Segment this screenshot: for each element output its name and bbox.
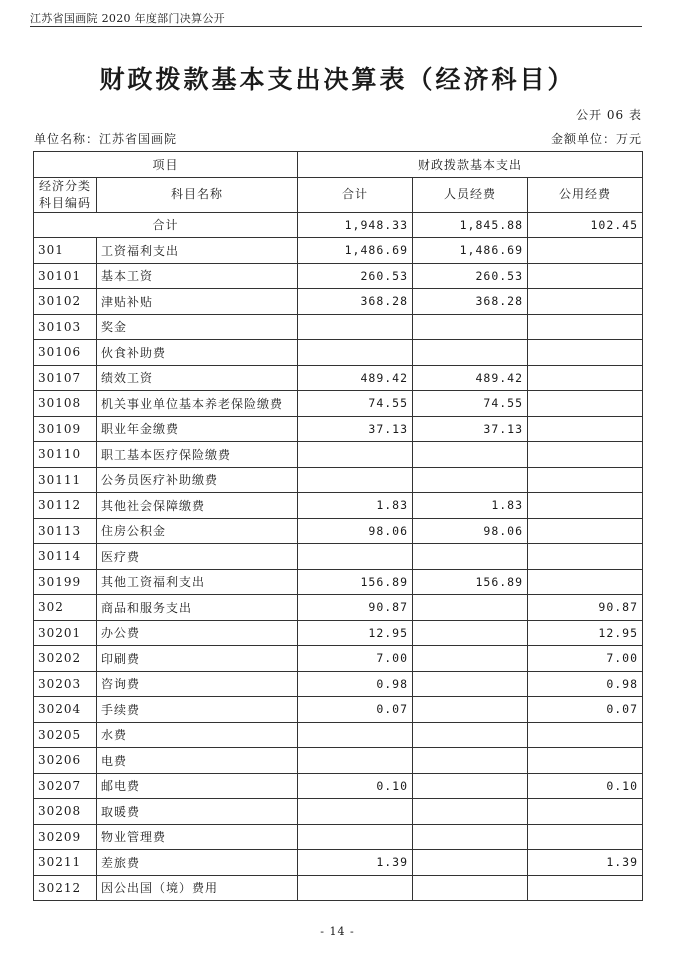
amount-total: 1,486.69 bbox=[298, 238, 413, 264]
amount-total: 90.87 bbox=[298, 595, 413, 621]
subject-code: 30203 bbox=[34, 671, 97, 697]
amount-public: 90.87 bbox=[528, 595, 643, 621]
amount-total: 1.83 bbox=[298, 493, 413, 519]
subject-code: 30199 bbox=[34, 569, 97, 595]
subject-name: 津贴补贴 bbox=[97, 289, 298, 315]
subject-name: 其他工资福利支出 bbox=[97, 569, 298, 595]
amount-public: 1.39 bbox=[528, 850, 643, 876]
amount-personnel bbox=[413, 671, 528, 697]
table-row bbox=[34, 697, 643, 723]
amount-total: 0.10 bbox=[298, 773, 413, 799]
subject-name: 因公出国（境）费用 bbox=[97, 875, 298, 901]
subject-name: 伙食补助费 bbox=[97, 340, 298, 366]
total-row bbox=[34, 212, 643, 238]
subject-code: 30212 bbox=[34, 875, 97, 901]
subject-code: 30111 bbox=[34, 467, 97, 493]
table-row bbox=[34, 493, 643, 519]
amount-public bbox=[528, 365, 643, 391]
amount-public bbox=[528, 799, 643, 825]
amount-total bbox=[298, 875, 413, 901]
subject-name: 水费 bbox=[97, 722, 298, 748]
amount-personnel: 1.83 bbox=[413, 493, 528, 519]
amount-personnel bbox=[413, 314, 528, 340]
subject-name: 住房公积金 bbox=[97, 518, 298, 544]
table-row bbox=[34, 442, 643, 468]
amount-personnel: 368.28 bbox=[413, 289, 528, 315]
amount-personnel bbox=[413, 824, 528, 850]
amount-public bbox=[528, 722, 643, 748]
header-economic-code bbox=[34, 177, 97, 212]
amount-personnel bbox=[413, 467, 528, 493]
amount-total: 156.89 bbox=[298, 569, 413, 595]
amount-personnel: 98.06 bbox=[413, 518, 528, 544]
amount-personnel bbox=[413, 773, 528, 799]
amount-total: 368.28 bbox=[298, 289, 413, 315]
amount-public bbox=[528, 442, 643, 468]
amount-total: 260.53 bbox=[298, 263, 413, 289]
header-row-1 bbox=[34, 152, 643, 178]
amount-personnel bbox=[413, 722, 528, 748]
table-row bbox=[34, 365, 643, 391]
total-public: 102.45 bbox=[528, 212, 643, 238]
amount-total bbox=[298, 340, 413, 366]
amount-personnel bbox=[413, 595, 528, 621]
amount-total bbox=[298, 722, 413, 748]
amount-personnel: 489.42 bbox=[413, 365, 528, 391]
subject-code: 302 bbox=[34, 595, 97, 621]
header-code-line1: 经济分类 bbox=[38, 178, 91, 193]
subject-code: 30102 bbox=[34, 289, 97, 315]
subject-name: 基本工资 bbox=[97, 263, 298, 289]
table-row bbox=[34, 646, 643, 672]
table-row bbox=[34, 544, 643, 570]
amount-total: 0.98 bbox=[298, 671, 413, 697]
subject-code: 30112 bbox=[34, 493, 97, 519]
subject-name: 绩效工资 bbox=[97, 365, 298, 391]
subject-name: 取暖费 bbox=[97, 799, 298, 825]
amount-public: 0.98 bbox=[528, 671, 643, 697]
subject-name: 办公费 bbox=[97, 620, 298, 646]
header-total: 合计 bbox=[298, 177, 413, 212]
amount-total bbox=[298, 544, 413, 570]
table-row bbox=[34, 289, 643, 315]
amount-total: 489.42 bbox=[298, 365, 413, 391]
amount-personnel: 260.53 bbox=[413, 263, 528, 289]
header-item: 项目 bbox=[34, 152, 298, 178]
subject-code: 301 bbox=[34, 238, 97, 264]
amount-public bbox=[528, 518, 643, 544]
header-subject-name: 科目名称 bbox=[97, 177, 298, 212]
document-title: 财政拨款基本支出决算表（经济科目） bbox=[99, 65, 576, 94]
total-label: 合计 bbox=[34, 212, 298, 238]
amount-total: 0.07 bbox=[298, 697, 413, 723]
subject-code: 30208 bbox=[34, 799, 97, 825]
subject-code: 30109 bbox=[34, 416, 97, 442]
amount-public bbox=[528, 467, 643, 493]
total-personnel: 1,845.88 bbox=[413, 212, 528, 238]
subject-name: 手续费 bbox=[97, 697, 298, 723]
table-row bbox=[34, 314, 643, 340]
amount-public bbox=[528, 569, 643, 595]
table-row bbox=[34, 671, 643, 697]
amount-personnel: 156.89 bbox=[413, 569, 528, 595]
amount-public bbox=[528, 263, 643, 289]
subject-code: 30211 bbox=[34, 850, 97, 876]
amount-personnel bbox=[413, 442, 528, 468]
running-header: 江苏省国画院 2020 年度部门决算公开 bbox=[30, 12, 225, 25]
table-row bbox=[34, 748, 643, 774]
subject-code: 30206 bbox=[34, 748, 97, 774]
subject-name: 差旅费 bbox=[97, 850, 298, 876]
amount-personnel bbox=[413, 799, 528, 825]
table-row bbox=[34, 518, 643, 544]
amount-total bbox=[298, 314, 413, 340]
amount-personnel bbox=[413, 697, 528, 723]
subject-code: 30209 bbox=[34, 824, 97, 850]
subject-code: 30101 bbox=[34, 263, 97, 289]
table-row bbox=[34, 263, 643, 289]
header-basic-expenditure: 财政拨款基本支出 bbox=[298, 152, 643, 178]
amount-total: 1.39 bbox=[298, 850, 413, 876]
subject-code: 30113 bbox=[34, 518, 97, 544]
amount-total: 7.00 bbox=[298, 646, 413, 672]
table-row bbox=[34, 799, 643, 825]
amount-public bbox=[528, 314, 643, 340]
amount-total: 74.55 bbox=[298, 391, 413, 417]
amount-unit: 金额单位：万元 bbox=[550, 132, 642, 146]
subject-name: 其他社会保障缴费 bbox=[97, 493, 298, 519]
expenditure-table bbox=[33, 151, 643, 901]
table-row bbox=[34, 850, 643, 876]
table-row bbox=[34, 416, 643, 442]
subject-code: 30107 bbox=[34, 365, 97, 391]
amount-public bbox=[528, 340, 643, 366]
amount-personnel: 74.55 bbox=[413, 391, 528, 417]
subject-name: 工资福利支出 bbox=[97, 238, 298, 264]
amount-public bbox=[528, 238, 643, 264]
subject-name: 机关事业单位基本养老保险缴费 bbox=[97, 391, 298, 417]
table-row bbox=[34, 722, 643, 748]
table-row bbox=[34, 620, 643, 646]
subject-code: 30114 bbox=[34, 544, 97, 570]
amount-public bbox=[528, 493, 643, 519]
subject-name: 商品和服务支出 bbox=[97, 595, 298, 621]
header-personnel: 人员经费 bbox=[413, 177, 528, 212]
table-row bbox=[34, 824, 643, 850]
amount-personnel bbox=[413, 340, 528, 366]
subject-name: 公务员医疗补助缴费 bbox=[97, 467, 298, 493]
subject-code: 30205 bbox=[34, 722, 97, 748]
amount-personnel bbox=[413, 620, 528, 646]
amount-total bbox=[298, 467, 413, 493]
total-amount: 1,948.33 bbox=[298, 212, 413, 238]
amount-public: 7.00 bbox=[528, 646, 643, 672]
amount-personnel bbox=[413, 850, 528, 876]
subject-name: 医疗费 bbox=[97, 544, 298, 570]
table-row bbox=[34, 238, 643, 264]
subject-code: 30207 bbox=[34, 773, 97, 799]
subject-name: 职业年金缴费 bbox=[97, 416, 298, 442]
amount-public bbox=[528, 748, 643, 774]
header-code-line2: 科目编码 bbox=[38, 195, 91, 210]
amount-public bbox=[528, 544, 643, 570]
subject-name: 电费 bbox=[97, 748, 298, 774]
table-row bbox=[34, 773, 643, 799]
amount-public bbox=[528, 416, 643, 442]
amount-public: 0.07 bbox=[528, 697, 643, 723]
amount-total: 98.06 bbox=[298, 518, 413, 544]
amount-personnel: 1,486.69 bbox=[413, 238, 528, 264]
header-rule bbox=[30, 26, 642, 27]
subject-name: 奖金 bbox=[97, 314, 298, 340]
table-row bbox=[34, 595, 643, 621]
amount-personnel bbox=[413, 646, 528, 672]
subject-code: 30108 bbox=[34, 391, 97, 417]
amount-public: 0.10 bbox=[528, 773, 643, 799]
table-row bbox=[34, 875, 643, 901]
amount-personnel bbox=[413, 544, 528, 570]
subject-name: 印刷费 bbox=[97, 646, 298, 672]
amount-total: 37.13 bbox=[298, 416, 413, 442]
amount-total: 12.95 bbox=[298, 620, 413, 646]
page-number: - 14 - bbox=[320, 925, 355, 938]
amount-total bbox=[298, 824, 413, 850]
subject-name: 职工基本医疗保险缴费 bbox=[97, 442, 298, 468]
table-row bbox=[34, 569, 643, 595]
subject-name: 邮电费 bbox=[97, 773, 298, 799]
amount-public bbox=[528, 289, 643, 315]
amount-personnel: 37.13 bbox=[413, 416, 528, 442]
amount-public bbox=[528, 875, 643, 901]
header-row-2 bbox=[34, 177, 643, 212]
amount-total bbox=[298, 442, 413, 468]
amount-total bbox=[298, 748, 413, 774]
subject-name: 咨询费 bbox=[97, 671, 298, 697]
table-row bbox=[34, 467, 643, 493]
subject-code: 30202 bbox=[34, 646, 97, 672]
amount-public bbox=[528, 824, 643, 850]
table-code: 公开 06 表 bbox=[576, 108, 642, 122]
subject-code: 30204 bbox=[34, 697, 97, 723]
amount-public bbox=[528, 391, 643, 417]
unit-name: 单位名称：江苏省国画院 bbox=[34, 132, 178, 146]
subject-code: 30110 bbox=[34, 442, 97, 468]
amount-total bbox=[298, 799, 413, 825]
subject-code: 30103 bbox=[34, 314, 97, 340]
table-row bbox=[34, 340, 643, 366]
amount-personnel bbox=[413, 748, 528, 774]
subject-code: 30201 bbox=[34, 620, 97, 646]
amount-personnel bbox=[413, 875, 528, 901]
subject-name: 物业管理费 bbox=[97, 824, 298, 850]
header-public: 公用经费 bbox=[528, 177, 643, 212]
amount-public: 12.95 bbox=[528, 620, 643, 646]
subject-code: 30106 bbox=[34, 340, 97, 366]
table-row bbox=[34, 391, 643, 417]
